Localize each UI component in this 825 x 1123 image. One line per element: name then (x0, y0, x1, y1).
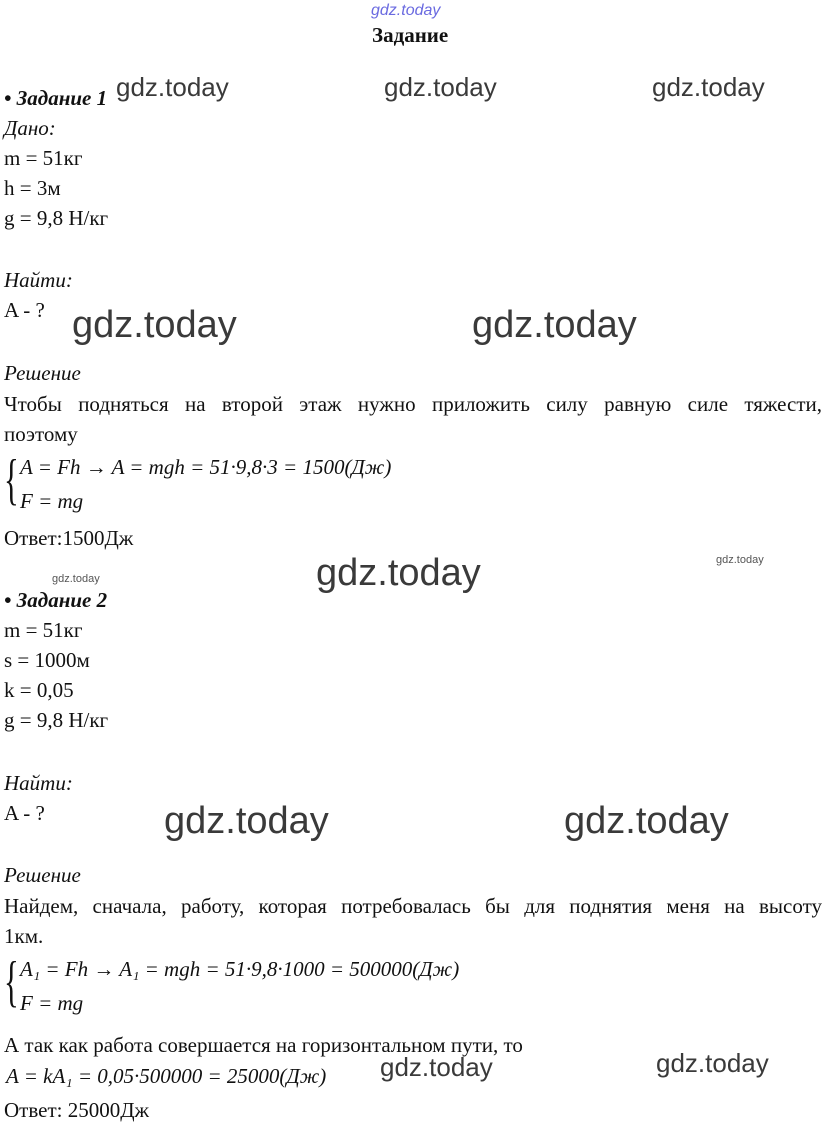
system-brace: { (4, 449, 19, 511)
given-distance: s = 1000м (4, 648, 90, 672)
answer: Ответ: 25000Дж (4, 1098, 150, 1122)
watermark: gdz.today (164, 800, 329, 842)
watermark: gdz.today (380, 1052, 493, 1082)
page-title: Задание (372, 23, 449, 47)
system-brace: { (4, 951, 19, 1013)
watermark: gdz.today (316, 552, 481, 594)
given-gravity: g = 9,8 Н/кг (4, 708, 109, 732)
given-coefficient: k = 0,05 (4, 678, 74, 702)
solution-text-cont: 1км. (4, 924, 44, 948)
equation-force: F = mg (20, 991, 84, 1015)
solution-text: Чтобы подняться на второй этаж нужно приложить силу равную силе тяжести, (4, 392, 822, 416)
watermark: gdz.today (656, 1048, 769, 1078)
watermark: gdz.today (116, 72, 229, 102)
watermark: gdz.today (564, 800, 729, 842)
watermark: gdz.today (652, 72, 765, 102)
task-1-heading: • Задание 1 (4, 86, 108, 110)
watermark: gdz.today (472, 304, 637, 346)
site-logo: gdz.today (371, 2, 441, 19)
solution-text-cont: поэтому (4, 422, 78, 446)
given-mass: m = 51кг (4, 618, 83, 642)
given-gravity: g = 9,8 Н/кг (4, 206, 109, 230)
equation-work: A₁ = Fh → A₁ = mgh = 51·9,8·1000 = 500000(Дж) (20, 957, 460, 981)
find-value: A - ? (4, 298, 45, 322)
given-height: h = 3м (4, 176, 61, 200)
watermark: gdz.today (72, 304, 237, 346)
solution-text-horizontal: А так как работа совершается на горизонтальном пути, то (4, 1033, 523, 1057)
task-2-heading: • Задание 2 (4, 588, 108, 612)
find-value: A - ? (4, 801, 45, 825)
given-label: Дано: (4, 116, 56, 140)
equation-final: A = kA₁ = 0,05·500000 = 25000(Дж) (6, 1064, 327, 1088)
given-mass: m = 51кг (4, 146, 83, 170)
solution-text: Найдем, сначала, работу, которая потребовалась бы для поднятия меня на высоту (4, 894, 822, 918)
solution-label: Решение (4, 361, 81, 385)
equation-force: F = mg (20, 489, 84, 513)
watermark: gdz.today (716, 554, 764, 566)
find-label: Найти: (4, 268, 73, 292)
equation-work: A = Fh → A = mgh = 51·9,8·3 = 1500(Дж) (20, 455, 392, 479)
watermark: gdz.today (52, 573, 100, 585)
find-label: Найти: (4, 771, 73, 795)
watermark: gdz.today (384, 72, 497, 102)
answer: Ответ:1500Дж (4, 526, 134, 550)
solution-label: Решение (4, 863, 81, 887)
